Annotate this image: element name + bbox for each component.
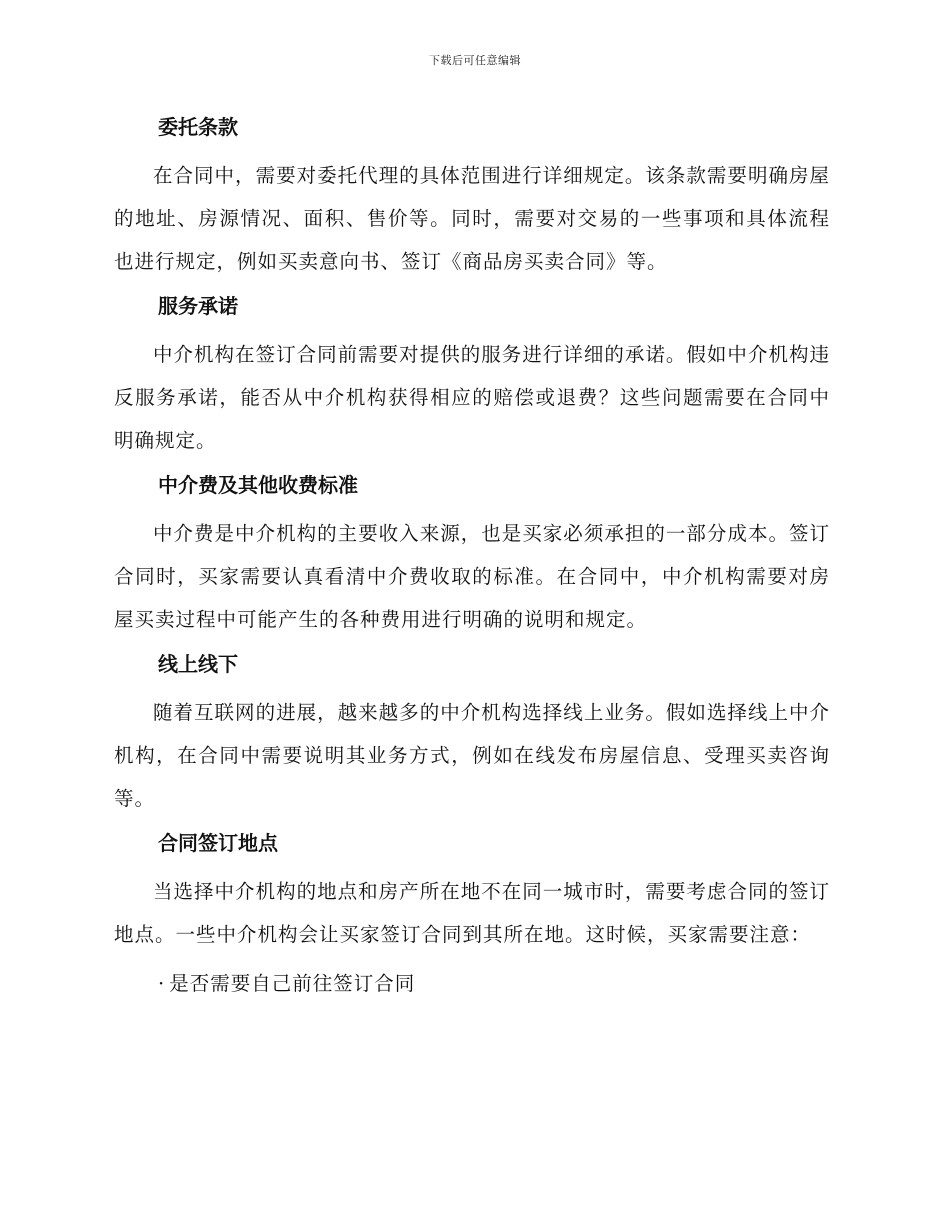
section-heading: 委托条款 — [158, 115, 238, 139]
section-paragraph: 在合同中，需要对委托代理的具体范围进行详细规定。该条款需要明确房屋的地址、房源情况、面积、售价等。同时，需要对交易的一些事项和具体流程也进行规定，例如买卖意向书、签订《商品房买卖合同》等。 — [114, 164, 830, 273]
section-entrustment — [114, 110, 830, 283]
section-signing-location — [114, 826, 830, 956]
document-body — [114, 110, 830, 1005]
section-paragraph: 随着互联网的进展，越来越多的中介机构选择线上业务。假如选择线上中介机构，在合同中需要说明其业务方式，例如在线发布房屋信息、受理买卖咨询等。 — [114, 701, 830, 810]
section-service-commitment — [114, 289, 830, 462]
section-fees — [114, 468, 830, 641]
section-heading: 合同签订地点 — [158, 831, 278, 855]
section-online-offline — [114, 647, 830, 820]
section-paragraph: 当选择中介机构的地点和房产所在地不在同一城市时，需要考虑合同的签订地点。一些中介机构会让买家签订合同到其所在地。这时候，买家需要注意： — [114, 880, 830, 946]
section-paragraph: 中介机构在签订合同前需要对提供的服务进行详细的承诺。假如中介机构违反服务承诺，能否从中介机构获得相应的赔偿或退费？这些问题需要在合同中明确规定。 — [114, 343, 830, 452]
bullet-text: 是否需要自己前往签订合同 — [169, 972, 416, 995]
bullet-item — [158, 962, 830, 1005]
page-header: 下载后可任意编辑 — [429, 54, 521, 67]
section-heading: 服务承诺 — [158, 294, 238, 318]
bullet-marker: · — [158, 972, 166, 995]
section-heading: 线上线下 — [158, 652, 238, 676]
section-paragraph: 中介费是中介机构的主要收入来源，也是买家必须承担的一部分成本。签订合同时，买家需要认真看清中介费收取的标准。在合同中，中介机构需要对房屋买卖过程中可能产生的各种费用进行明确的说明和规定。 — [114, 522, 830, 631]
section-heading: 中介费及其他收费标准 — [158, 473, 358, 497]
